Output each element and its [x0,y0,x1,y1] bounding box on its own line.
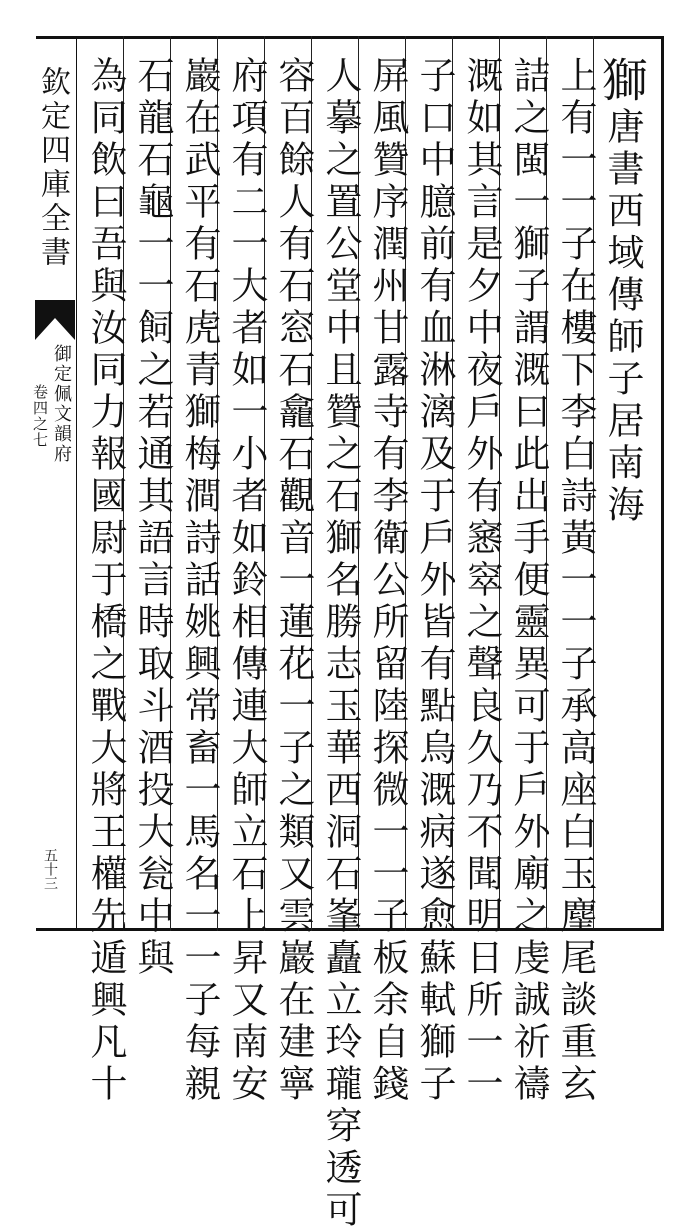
text-column: 人摹之置公堂中且贊之石獅名勝志玉華西洞石峯矗立玲瓏穿透可 [319,56,362,1232]
margin-rule [76,36,77,931]
text-column: 巖在武平有石虎青獅梅澗詩話姚興常畜一馬名一一子每親 [178,56,221,1106]
text-column: 石龍石龜一一飼之若通其語言時取斗酒投大瓮中與 [131,56,174,980]
text-column: 詰之閩一獅子謂溉曰此出手便靈異可于戶外廟之虔誠祈禱 [507,56,550,1106]
text-column: 府項有二一大者如一小者如鈴相傳連大師立石上昇又南安 [225,56,268,1106]
text-column: 上有一一子在樓下李白詩黃一一子承高座白玉麈尾談重玄 [554,56,597,1106]
margin-book-title: 欽定四庫全書 [35,66,70,270]
margin-book-name: 御定佩文韻府 [51,344,72,464]
text-column: 容百餘人有石窓石龕石觀音一蓮花一子之類又雲巖在建寧 [272,56,315,1106]
page-number: 五十三 [42,848,58,890]
margin-volume: 卷四之七 [31,384,49,448]
text-column: 溉如其言是夕中夜戶外有窸窣之聲良久乃不聞明日所一一 [460,56,503,1106]
text-column: 獅唐書西域傳師子居南海 [595,56,649,527]
text-column: 屏風贊序潤州甘露寺有李衛公所留陸探微一一子板余自錢 [366,56,409,1106]
entry-heading: 獅 [595,56,649,107]
text-column: 為同飲曰吾與汝同力報國尉于橋之戰大將王權先遁興凡十 [84,56,127,1106]
text-column: 子口中臆前有血淋漓及于戶外皆有點烏溉病遂愈蘇軾獅子 [413,56,456,1106]
